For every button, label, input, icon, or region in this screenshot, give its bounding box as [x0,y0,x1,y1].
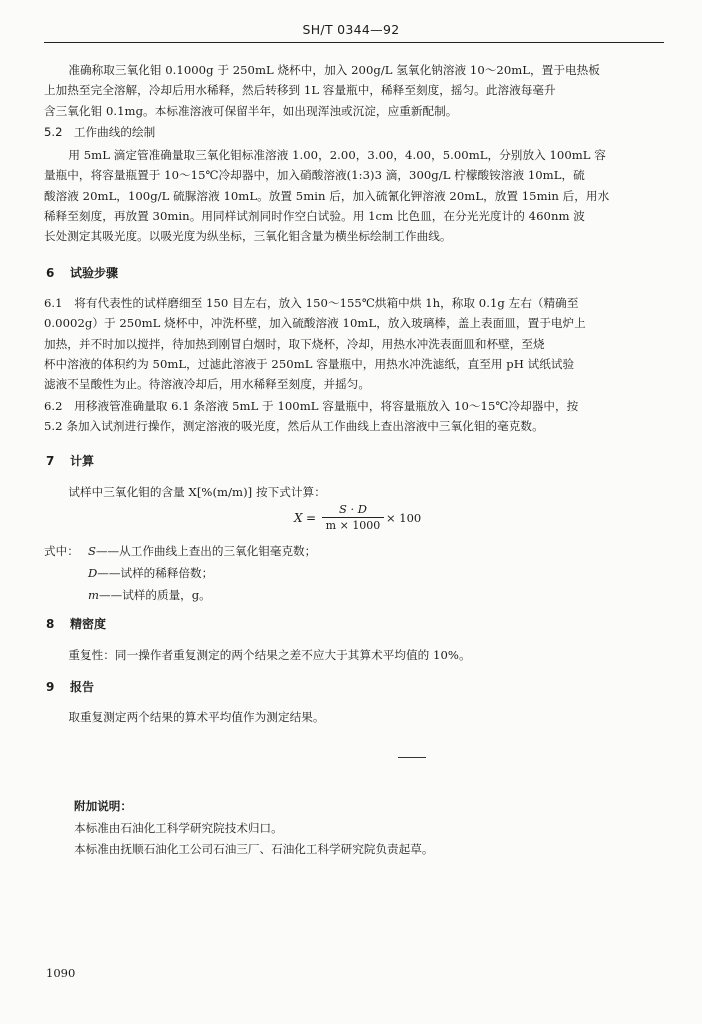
fraction-bar [322,517,384,518]
text-line: 长处测定其吸光度。以吸光度为纵坐标，三氧化钼含量为横坐标绘制工作曲线。 [44,229,452,244]
text-line: 上加热至完全溶解，冷却后用水稀释，然后转移到 1L 容量瓶中，稀释至刻度，摇匀。此溶液每毫升 [44,83,556,98]
section-number: 7 [46,454,55,468]
formula-denominator: m × 1000 [325,519,381,532]
section-6-2 [44,396,662,437]
additional-notes [74,796,433,861]
symbol: S [88,544,96,558]
section-number: 5.2 [44,125,63,139]
formula-rhs: × 100 [386,511,422,525]
notes-line: 本标准由石油化工科学研究院技术归口。 [74,820,283,835]
section-5-2 [44,122,662,142]
text-line: 杯中溶液的体积约为 50mL，过滤此溶液于 250mL 容量瓶中，用热水冲洗滤纸，直至用 pH 试纸试验 [44,356,575,371]
header-rule [44,42,664,43]
end-of-standard-dash [398,757,426,758]
section-title: 试验步骤 [70,266,119,280]
text-line: 准确称取三氧化钼 0.1000g 于 250mL 烧杯中，加入 200g/L 氢氧化钠溶液 10～20mL，置于电热板 [68,63,600,77]
text-line: 6.2 用移液管准确量取 6.1 条溶液 5mL 于 100mL 容量瓶中，将容量瓶放入 10～15℃冷却器中，按 [44,399,579,413]
symbol-description: ——试样的质量，g。 [99,588,211,602]
section-title: 工作曲线的绘制 [73,125,156,139]
section-7-heading [46,452,94,469]
symbol: m [88,588,99,602]
formula-equals: = [306,511,317,525]
section-number: 9 [46,680,55,694]
text-line: 用 5mL 滴定管准确量取三氧化钼标准溶液 1.00，2.00，3.00，4.00，5.00mL，分别放入 100mL 容 [68,148,606,162]
text-line: 试样中三氧化钼的含量 X[%(m/m)] 按下式计算： [68,485,326,499]
text-line: 含三氧化钼 0.1mg。本标准溶液可保留半年，如出现浑浊或沉淀，应重新配制。 [44,103,458,118]
standard-code-header: SH/T 0344—92 [302,22,400,37]
section-9-body [44,707,662,727]
section-5-2-heading [44,122,662,142]
text-line: 量瓶中，将容量瓶置于 10～15℃冷却器中，加入硝酸溶液(1:3)3 滴，300g/L 柠檬酸铵溶液 10mL，硫 [44,168,585,183]
symbol-row [44,562,316,584]
text-line: 6.1 将有代表性的试样磨细至 150 目左右，放入 150～155℃烘箱中烘 1h，称取 0.1g 左右（精确至 [44,296,579,310]
text-line: 滤液不呈酸性为止。待溶液冷却后，用水稀释至刻度，并摇匀。 [44,377,371,392]
formula-numerator: S · D [338,502,368,516]
section-6-1 [44,293,662,394]
section-title: 计算 [70,454,95,468]
notes-line: 本标准由抚顺石油化工公司石油三厂、石油化工科学研究院负责起草。 [74,842,434,856]
page-number: 1090 [46,966,76,980]
text-line: 稀释至刻度，再放置 30min。用同样试剂同时作空白试验。用 1cm 比色皿，在分光光度计的 460nm 波 [44,208,585,223]
symbol-description: ——试样的稀释倍数； [97,566,214,580]
formula-lhs: X [294,511,303,525]
section-7-intro [44,482,662,502]
text-line: 0.0002g）于 250mL 烧杯中，冲洗杯壁，加入硫酸溶液 10mL，放入玻璃棒，盖上表面皿，置于电炉上 [44,316,586,331]
text-line: 取重复测定两个结果的算术平均值作为测定结果。 [68,710,325,724]
notes-title: 附加说明： [74,799,132,813]
section-8-body [44,645,662,665]
formula-fraction [322,502,384,533]
section-number: 6 [46,266,55,280]
section-number: 8 [46,617,55,631]
text-line: 酸溶液 20mL，100g/L 硫脲溶液 10mL。放置 5min 后，加入硫氰化钾溶液 20mL，放置 15min 后，用水 [44,188,610,203]
section-9-heading [46,678,94,695]
text-line: 5.2 条加入试剂进行操作，测定溶液的吸光度，然后从工作曲线上查出溶液中三氧化钼的毫克数。 [44,419,544,434]
symbol-definitions [44,540,316,606]
section-title: 精密度 [70,617,107,631]
section-6-heading [46,264,118,281]
where-prefix: 式中： [44,544,79,558]
section-title: 报告 [70,680,95,694]
text-line: 加热，并不时加以搅拌，待加热到刚冒白烟时，取下烧杯，冷却，用热水冲洗表面皿和杯壁，至烧 [44,336,545,351]
symbol-row [44,540,316,562]
symbol-description: ——从工作曲线上查出的三氧化钼毫克数； [95,544,317,558]
text-line: 重复性：同一操作者重复测定的两个结果之差不应大于其算术平均值的 10%。 [68,648,471,662]
section-5-2-body [44,145,662,246]
calculation-formula [294,502,444,532]
section-8-heading [46,615,106,632]
symbol: D [88,566,98,580]
section-5-1-tail [44,60,662,121]
symbol-row [44,584,316,606]
